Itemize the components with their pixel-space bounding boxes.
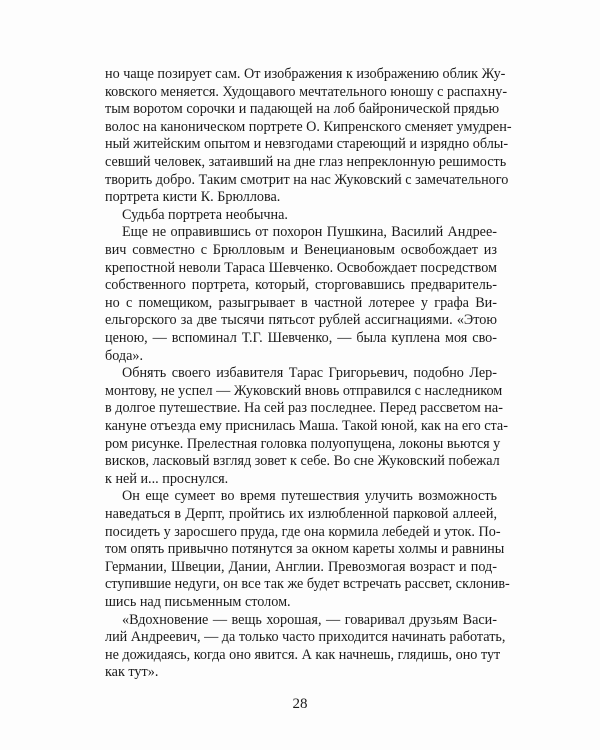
text-line: не дожидаясь, когда оно явится. А как начнешь, глядишь, оно тут [105, 646, 501, 663]
text-line: Еще не оправившись от похорон Пушкина, Василий Андрее- [122, 224, 497, 241]
text-line: висков, ласковый взгляд зовет к себе. Во сне Жуковский побежал [105, 453, 500, 470]
text-line: как тут». [105, 664, 159, 681]
text-line: лий Андреевич, — да только часто приходится начинать работать, [105, 629, 506, 646]
text-line: собственного портрета, который, сторговавшись предваритель- [105, 277, 497, 294]
text-line: но с помещиком, разыгрывает в частной лотерее у графа Ви- [105, 294, 497, 311]
page-number: 28 [292, 696, 308, 712]
text-line: ром рисунке. Прелестная головка полуопущена, локоны вьются у [105, 435, 501, 452]
text-line: шись над письменным столом. [105, 594, 291, 610]
text-line: ельгорского за две тысячи пятьсот рублей ассигнациями. «Этою [105, 312, 497, 329]
text-line: том опять привычно потянутся за окном кареты холмы и равнины [105, 541, 505, 558]
text-line: тым воротом сорочки и падающей на лоб байронической прядью [105, 101, 500, 118]
text-line: ступившие недуги, он все так же будет встречать рассвет, склонив- [105, 576, 510, 593]
text-line: но чаще позирует сам. От изображения к изображению облик Жу- [105, 66, 506, 82]
text-line: волос на каноническом портрете О. Кипренского сменяет умудрен- [105, 118, 512, 135]
text-line: творить добро. Таким смотрит на нас Жуковский с замечательного [105, 171, 509, 188]
text-line: наведаться в Дерпт, пройтись их излюбленной парковой аллеей, [105, 506, 497, 522]
text-line: бода». [105, 347, 144, 364]
text-line: монтову, не успел — Жуковский вновь отправился с наследником [105, 382, 503, 399]
text-line: вич совместно с Брюлловым и Венециановым освобождает из [105, 242, 497, 258]
text-line: ценою, — вспоминал Т.Г. Шевченко, — была куплена моя сво- [105, 330, 497, 346]
text-line: ковского меняется. Худощавого мечтательного юношу с распахну- [105, 83, 508, 100]
text-line: ный житейским опытом и невзгодами стареющий и изрядно облы- [105, 136, 509, 153]
text-line: Германии, Швеции, Дании, Англии. Превозмогая возраст и под- [105, 558, 497, 575]
text-line: в долгое путешествие. На сей раз последнее. Перед рассветом на- [105, 400, 503, 417]
text-line: «Вдохновение — вещь хорошая, — говаривал друзьям Васи- [122, 611, 497, 628]
text-line: посидеть у заросшего пруда, где она кормила лебедей и уток. По- [105, 523, 501, 540]
text-line: кануне отъезда ему приснилась Маша. Такой юной, как на его ста- [105, 418, 508, 434]
text-line: портрета кисти К. Брюллова. [105, 189, 281, 206]
text-line: крепостной неволи Тараса Шевченко. Освобождает посредством [105, 259, 497, 276]
text-line: к ней и... проснулся. [105, 470, 229, 487]
text-line: Судьба портрета необычна. [122, 206, 288, 223]
text-line: Обнять своего избавителя Тарас Григорьевич, подобно Лер- [122, 365, 497, 382]
text-line: севший человек, затаивший на дне глаз непреклонную решимость [105, 154, 507, 170]
text-line: Он еще сумеет во время путешествия улучить возможность [122, 488, 497, 505]
